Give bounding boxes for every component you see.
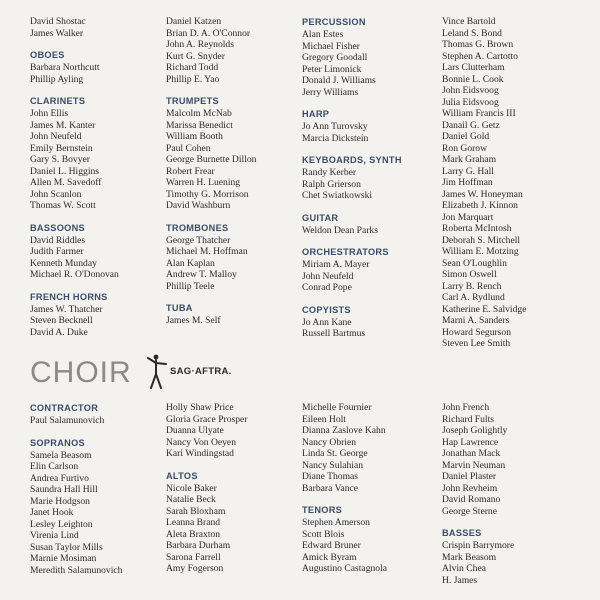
credit-name: Alvin Chea bbox=[442, 563, 486, 574]
credit-name: Larry G. Hall bbox=[442, 165, 494, 177]
credit-name: Kurt G. Snyder bbox=[166, 50, 225, 62]
credit-name: Susan Taylor Mills bbox=[30, 541, 103, 553]
credit-section bbox=[30, 95, 119, 212]
credit-name: John Neufeld bbox=[302, 270, 354, 282]
credit-name: Deborah S. Mitchell bbox=[442, 234, 521, 246]
credit-section bbox=[30, 222, 119, 281]
credit-name: Crispin Barrymore bbox=[442, 540, 515, 551]
credit-name: Barbara Northcutt bbox=[30, 62, 100, 73]
credit-name: Malcolm McNab bbox=[166, 108, 232, 119]
credit-name: Conrad Pope bbox=[302, 282, 352, 293]
choir-column-2 bbox=[166, 402, 248, 575]
name-list bbox=[302, 259, 402, 294]
credit-section bbox=[302, 16, 402, 98]
section-heading: BASSES bbox=[442, 528, 482, 538]
credit-name: Howard Segurson bbox=[442, 326, 512, 338]
section-heading: CLARINETS bbox=[30, 96, 86, 106]
credit-name: John Neufeld bbox=[30, 131, 82, 142]
credit-name: H. James bbox=[442, 574, 478, 586]
credit-name: Jo Ann Turovsky bbox=[302, 121, 368, 132]
credit-name: Andrew T. Malloy bbox=[166, 269, 237, 280]
name-list bbox=[166, 108, 256, 212]
credit-name: William E. Motzing bbox=[442, 246, 519, 257]
credit-name: Sarah Bloxham bbox=[166, 505, 226, 517]
credit-name: Virenia Lind bbox=[30, 530, 79, 541]
section-heading: KEYBOARDS, SYNTH bbox=[302, 155, 402, 165]
section-heading: TROMBONES bbox=[166, 222, 229, 233]
credit-name: Jerry Williams bbox=[302, 86, 359, 98]
credit-section bbox=[166, 402, 248, 460]
credit-name: Leland S. Bond bbox=[442, 27, 502, 39]
credit-name: James M. Self bbox=[166, 315, 221, 326]
section-heading: CONTRACTOR bbox=[30, 403, 99, 413]
credit-name: Barbara Durham bbox=[166, 540, 231, 551]
credit-name: Phillip Teele bbox=[166, 280, 215, 292]
credit-name: John French bbox=[442, 402, 490, 413]
credit-name: Jon Marquart bbox=[442, 211, 494, 223]
orchestra-column-4 bbox=[442, 16, 526, 350]
section-heading: OBOES bbox=[30, 50, 65, 60]
name-list bbox=[166, 402, 248, 460]
credit-name: John Revheim bbox=[442, 482, 498, 494]
credit-name: Janet Hook bbox=[30, 507, 74, 518]
credit-name: David Shostac bbox=[30, 16, 86, 27]
choir-column-4 bbox=[442, 402, 514, 586]
credit-name: Julia Eidsvoog bbox=[442, 96, 499, 108]
credit-section bbox=[302, 246, 402, 294]
section-heading: TRUMPETS bbox=[166, 96, 219, 106]
credit-name: Barbara Vance bbox=[302, 482, 359, 494]
credit-section bbox=[302, 504, 387, 575]
credit-name: John Eidsvoog bbox=[442, 85, 499, 96]
credit-name: Andrea Furtivo bbox=[30, 472, 89, 484]
credit-name: Kari Windingstad bbox=[166, 448, 234, 459]
credit-name: Chet Swiatkowski bbox=[302, 190, 373, 201]
name-list bbox=[302, 167, 402, 202]
credit-name: Holly Shaw Price bbox=[166, 402, 234, 413]
credit-name: Marcia Dickstein bbox=[302, 132, 369, 144]
credit-name: Brian D. A. O'Connor bbox=[166, 27, 251, 39]
credit-name: Michael Fisher bbox=[302, 40, 360, 52]
credit-name: George Burnette Dillon bbox=[166, 154, 257, 165]
credit-section bbox=[30, 402, 122, 427]
credit-name: James M. Kanter bbox=[30, 119, 96, 131]
credit-name: Thomas G. Brown bbox=[442, 39, 514, 50]
credit-section bbox=[166, 302, 256, 327]
credit-name: David Riddles bbox=[30, 234, 86, 246]
section-heading: FRENCH HORNS bbox=[30, 291, 108, 302]
credit-name: Richard Fults bbox=[442, 413, 494, 425]
credit-name: Vince Bartold bbox=[442, 16, 496, 27]
credit-section bbox=[442, 402, 514, 517]
credit-section bbox=[166, 222, 256, 293]
name-list bbox=[302, 317, 402, 340]
credit-section bbox=[166, 16, 256, 85]
name-list bbox=[30, 304, 119, 339]
sag-aftra-emblem-icon bbox=[144, 352, 172, 392]
credit-name: David Washburn bbox=[166, 200, 231, 211]
credit-section bbox=[30, 291, 119, 339]
credit-name: Steven Becknell bbox=[30, 315, 93, 326]
orchestra-column-2 bbox=[166, 16, 256, 327]
orchestra-column-3 bbox=[302, 16, 402, 340]
credit-name: Roberta McIntosh bbox=[442, 223, 512, 234]
credit-name: Stephen Amerson bbox=[302, 517, 370, 528]
credit-name: Natalie Beck bbox=[166, 494, 216, 505]
name-list bbox=[302, 121, 402, 144]
credit-name: James W. Honeyman bbox=[442, 188, 523, 200]
credit-name: Linda St. George bbox=[302, 448, 368, 459]
credit-section bbox=[442, 527, 514, 586]
credit-name: Simon Oswell bbox=[442, 269, 497, 280]
credit-name: Jonathan Mack bbox=[442, 448, 501, 459]
credit-name: Donald J. Williams bbox=[302, 75, 376, 86]
credit-section bbox=[30, 437, 122, 577]
credit-name: Samela Beasom bbox=[30, 449, 92, 461]
name-list bbox=[302, 225, 402, 237]
credit-name: Daniel Plaster bbox=[442, 471, 497, 482]
credit-name: Leanna Brand bbox=[166, 517, 221, 528]
credit-name: Larry B. Rench bbox=[442, 280, 502, 292]
credit-name: Aleta Braxton bbox=[166, 528, 221, 540]
name-list bbox=[30, 450, 122, 577]
name-list bbox=[166, 315, 256, 327]
credit-section bbox=[302, 304, 402, 340]
credit-name: Judith Farmer bbox=[30, 246, 84, 257]
credit-name: Marissa Benedict bbox=[166, 119, 233, 131]
name-list bbox=[302, 29, 402, 98]
credit-name: Bonnie L. Cook bbox=[442, 73, 504, 85]
section-heading: BASSOONS bbox=[30, 222, 85, 233]
credit-name: James W. Thatcher bbox=[30, 303, 103, 315]
credit-name: Gregory Goodall bbox=[302, 52, 368, 63]
credit-name: Daniel Gold bbox=[442, 131, 490, 142]
credit-name: Timothy G. Morrison bbox=[166, 188, 249, 200]
credit-name: George Thatcher bbox=[166, 234, 231, 246]
credit-name: Michael M. Hoffman bbox=[166, 246, 248, 257]
choir-title: CHOIR bbox=[30, 356, 132, 389]
credit-name: Warren H. Luening bbox=[166, 177, 241, 188]
credit-section bbox=[302, 402, 387, 494]
credit-name: Meredith Salamunovich bbox=[30, 564, 123, 576]
credit-name: Diane Thomas bbox=[302, 471, 359, 482]
credit-name: Danail G. Getz bbox=[442, 119, 500, 131]
credit-name: William Booth bbox=[166, 131, 223, 142]
credit-name: Augustino Castagnola bbox=[302, 563, 388, 574]
credit-name: Richard Todd bbox=[166, 62, 219, 73]
credit-name: Peter Limonick bbox=[302, 63, 362, 75]
name-list bbox=[442, 540, 514, 586]
credit-name: Jim Hoffman bbox=[442, 177, 493, 188]
credit-name: Phillip E. Yao bbox=[166, 73, 220, 85]
sag-aftra-logo bbox=[144, 352, 244, 392]
credit-section bbox=[166, 95, 256, 212]
credit-name: Lars Clutterham bbox=[442, 62, 505, 73]
name-list bbox=[166, 16, 256, 85]
credit-name: Gary S. Bovyer bbox=[30, 154, 90, 165]
credit-name: Ron Gorow bbox=[442, 142, 488, 154]
credit-name: Allen M. Savedoff bbox=[30, 177, 102, 188]
credit-name: Miriam A. Mayer bbox=[302, 259, 370, 270]
name-list bbox=[30, 16, 119, 39]
section-heading: SOPRANOS bbox=[30, 437, 85, 448]
credit-name: Weldon Dean Parks bbox=[302, 224, 378, 236]
credit-name: Katherine E. Salvidge bbox=[442, 303, 527, 315]
credit-section bbox=[30, 16, 119, 39]
credit-name: Elizabeth J. Kinnon bbox=[442, 200, 518, 211]
credit-name: Marie Hodgson bbox=[30, 495, 90, 507]
name-list bbox=[442, 16, 526, 350]
section-heading: HARP bbox=[302, 109, 330, 119]
credit-name: Eileen Holt bbox=[302, 413, 346, 425]
credit-name: Joseph Golightly bbox=[442, 425, 508, 436]
credit-name: Michael R. O'Donovan bbox=[30, 269, 119, 280]
credit-name: John A. Reynolds bbox=[166, 39, 234, 50]
credit-name: Amy Fogerson bbox=[166, 563, 224, 574]
credit-name: James Walker bbox=[30, 27, 84, 39]
name-list bbox=[442, 402, 514, 517]
credit-name: Daniel Katzen bbox=[166, 16, 222, 27]
credit-name: Phillip Ayling bbox=[30, 73, 84, 85]
sag-aftra-wordmark: SAG·AFTRA. bbox=[170, 366, 232, 377]
credit-name: Sarona Farrell bbox=[166, 551, 221, 563]
credit-name: Amick Byram bbox=[302, 551, 357, 563]
credit-name: Emily Bernstein bbox=[30, 142, 93, 154]
name-list bbox=[30, 235, 119, 281]
credit-name: Mark Beasom bbox=[442, 551, 497, 563]
credit-name: Nancy Von Oeyen bbox=[166, 436, 236, 448]
credit-name: Lesley Leighton bbox=[30, 518, 93, 530]
orchestra-column-1 bbox=[30, 16, 119, 338]
section-heading: TENORS bbox=[302, 505, 343, 515]
credit-name: Randy Kerber bbox=[302, 167, 357, 178]
name-list bbox=[30, 415, 122, 427]
credit-section bbox=[442, 16, 526, 350]
credit-name: Paul Salamunovich bbox=[30, 415, 105, 426]
credit-name: Gloria Grace Prosper bbox=[166, 413, 248, 425]
credit-name: Paul Cohen bbox=[166, 142, 211, 154]
credit-name: William Francis III bbox=[442, 108, 516, 119]
credit-name: Nancy Sulahian bbox=[302, 459, 364, 471]
credit-name: Scott Blois bbox=[302, 528, 345, 540]
credit-section bbox=[30, 49, 119, 85]
credit-name: Marnie Mosiman bbox=[30, 553, 97, 564]
credit-name: Marvin Neuman bbox=[442, 459, 506, 471]
credit-name: Elin Carlson bbox=[30, 461, 79, 472]
credit-name: Daniel L. Higgins bbox=[30, 165, 100, 177]
credit-section bbox=[166, 470, 248, 575]
credit-name: Jo Ann Kane bbox=[302, 316, 352, 328]
credit-name: Kenneth Munday bbox=[30, 257, 97, 269]
choir-column-3 bbox=[302, 402, 387, 575]
credit-name: David Romano bbox=[442, 494, 501, 505]
credit-name: John Scanlon bbox=[30, 188, 82, 200]
section-heading: GUITAR bbox=[302, 212, 339, 223]
section-heading: ALTOS bbox=[166, 470, 198, 481]
credit-name: Carl A. Rydlund bbox=[442, 292, 505, 303]
credit-name: Steven Lee Smith bbox=[442, 338, 511, 349]
section-heading: ORCHESTRATORS bbox=[302, 247, 389, 257]
credit-name: Duanna Ulyate bbox=[166, 425, 224, 436]
credit-name: Stephen A. Cartotto bbox=[442, 50, 518, 62]
name-list bbox=[166, 483, 248, 575]
credit-section bbox=[302, 212, 402, 237]
credit-name: Mark Graham bbox=[442, 154, 497, 165]
section-heading: TUBA bbox=[166, 303, 193, 313]
credit-name: Alan Estes bbox=[302, 29, 344, 40]
credit-name: David A. Duke bbox=[30, 326, 88, 338]
credit-name: Hap Lawrence bbox=[442, 436, 499, 448]
credit-name: Sean O'Loughlin bbox=[442, 257, 507, 269]
credit-name: George Sterne bbox=[442, 505, 497, 517]
credit-name: Thomas W. Scott bbox=[30, 200, 96, 211]
section-heading: PERCUSSION bbox=[302, 17, 366, 27]
credit-name: Ralph Grierson bbox=[302, 178, 361, 190]
credit-name: Saundra Hall Hill bbox=[30, 484, 98, 495]
credit-section bbox=[302, 154, 402, 202]
credit-name: Nicole Baker bbox=[166, 482, 217, 494]
credit-section bbox=[302, 108, 402, 144]
credit-name: Nancy Obrien bbox=[302, 436, 357, 448]
credit-name: Dianna Zaslove Kahn bbox=[302, 425, 386, 436]
name-list bbox=[302, 517, 387, 575]
name-list bbox=[166, 235, 256, 293]
credit-name: Robert Frear bbox=[166, 165, 215, 177]
section-heading: COPYISTS bbox=[302, 304, 351, 315]
name-list bbox=[30, 108, 119, 212]
credit-name: Russell Bartmus bbox=[302, 328, 366, 339]
credit-name: Alan Kaplan bbox=[166, 257, 215, 269]
choir-column-1 bbox=[30, 402, 122, 576]
name-list bbox=[302, 402, 387, 494]
credit-name: Michelle Fournier bbox=[302, 402, 372, 413]
credit-name: Marni A. Sanders bbox=[442, 315, 510, 326]
credit-name: John Ellis bbox=[30, 108, 69, 119]
credit-name: Edward Bruner bbox=[302, 540, 361, 551]
name-list bbox=[30, 62, 119, 85]
